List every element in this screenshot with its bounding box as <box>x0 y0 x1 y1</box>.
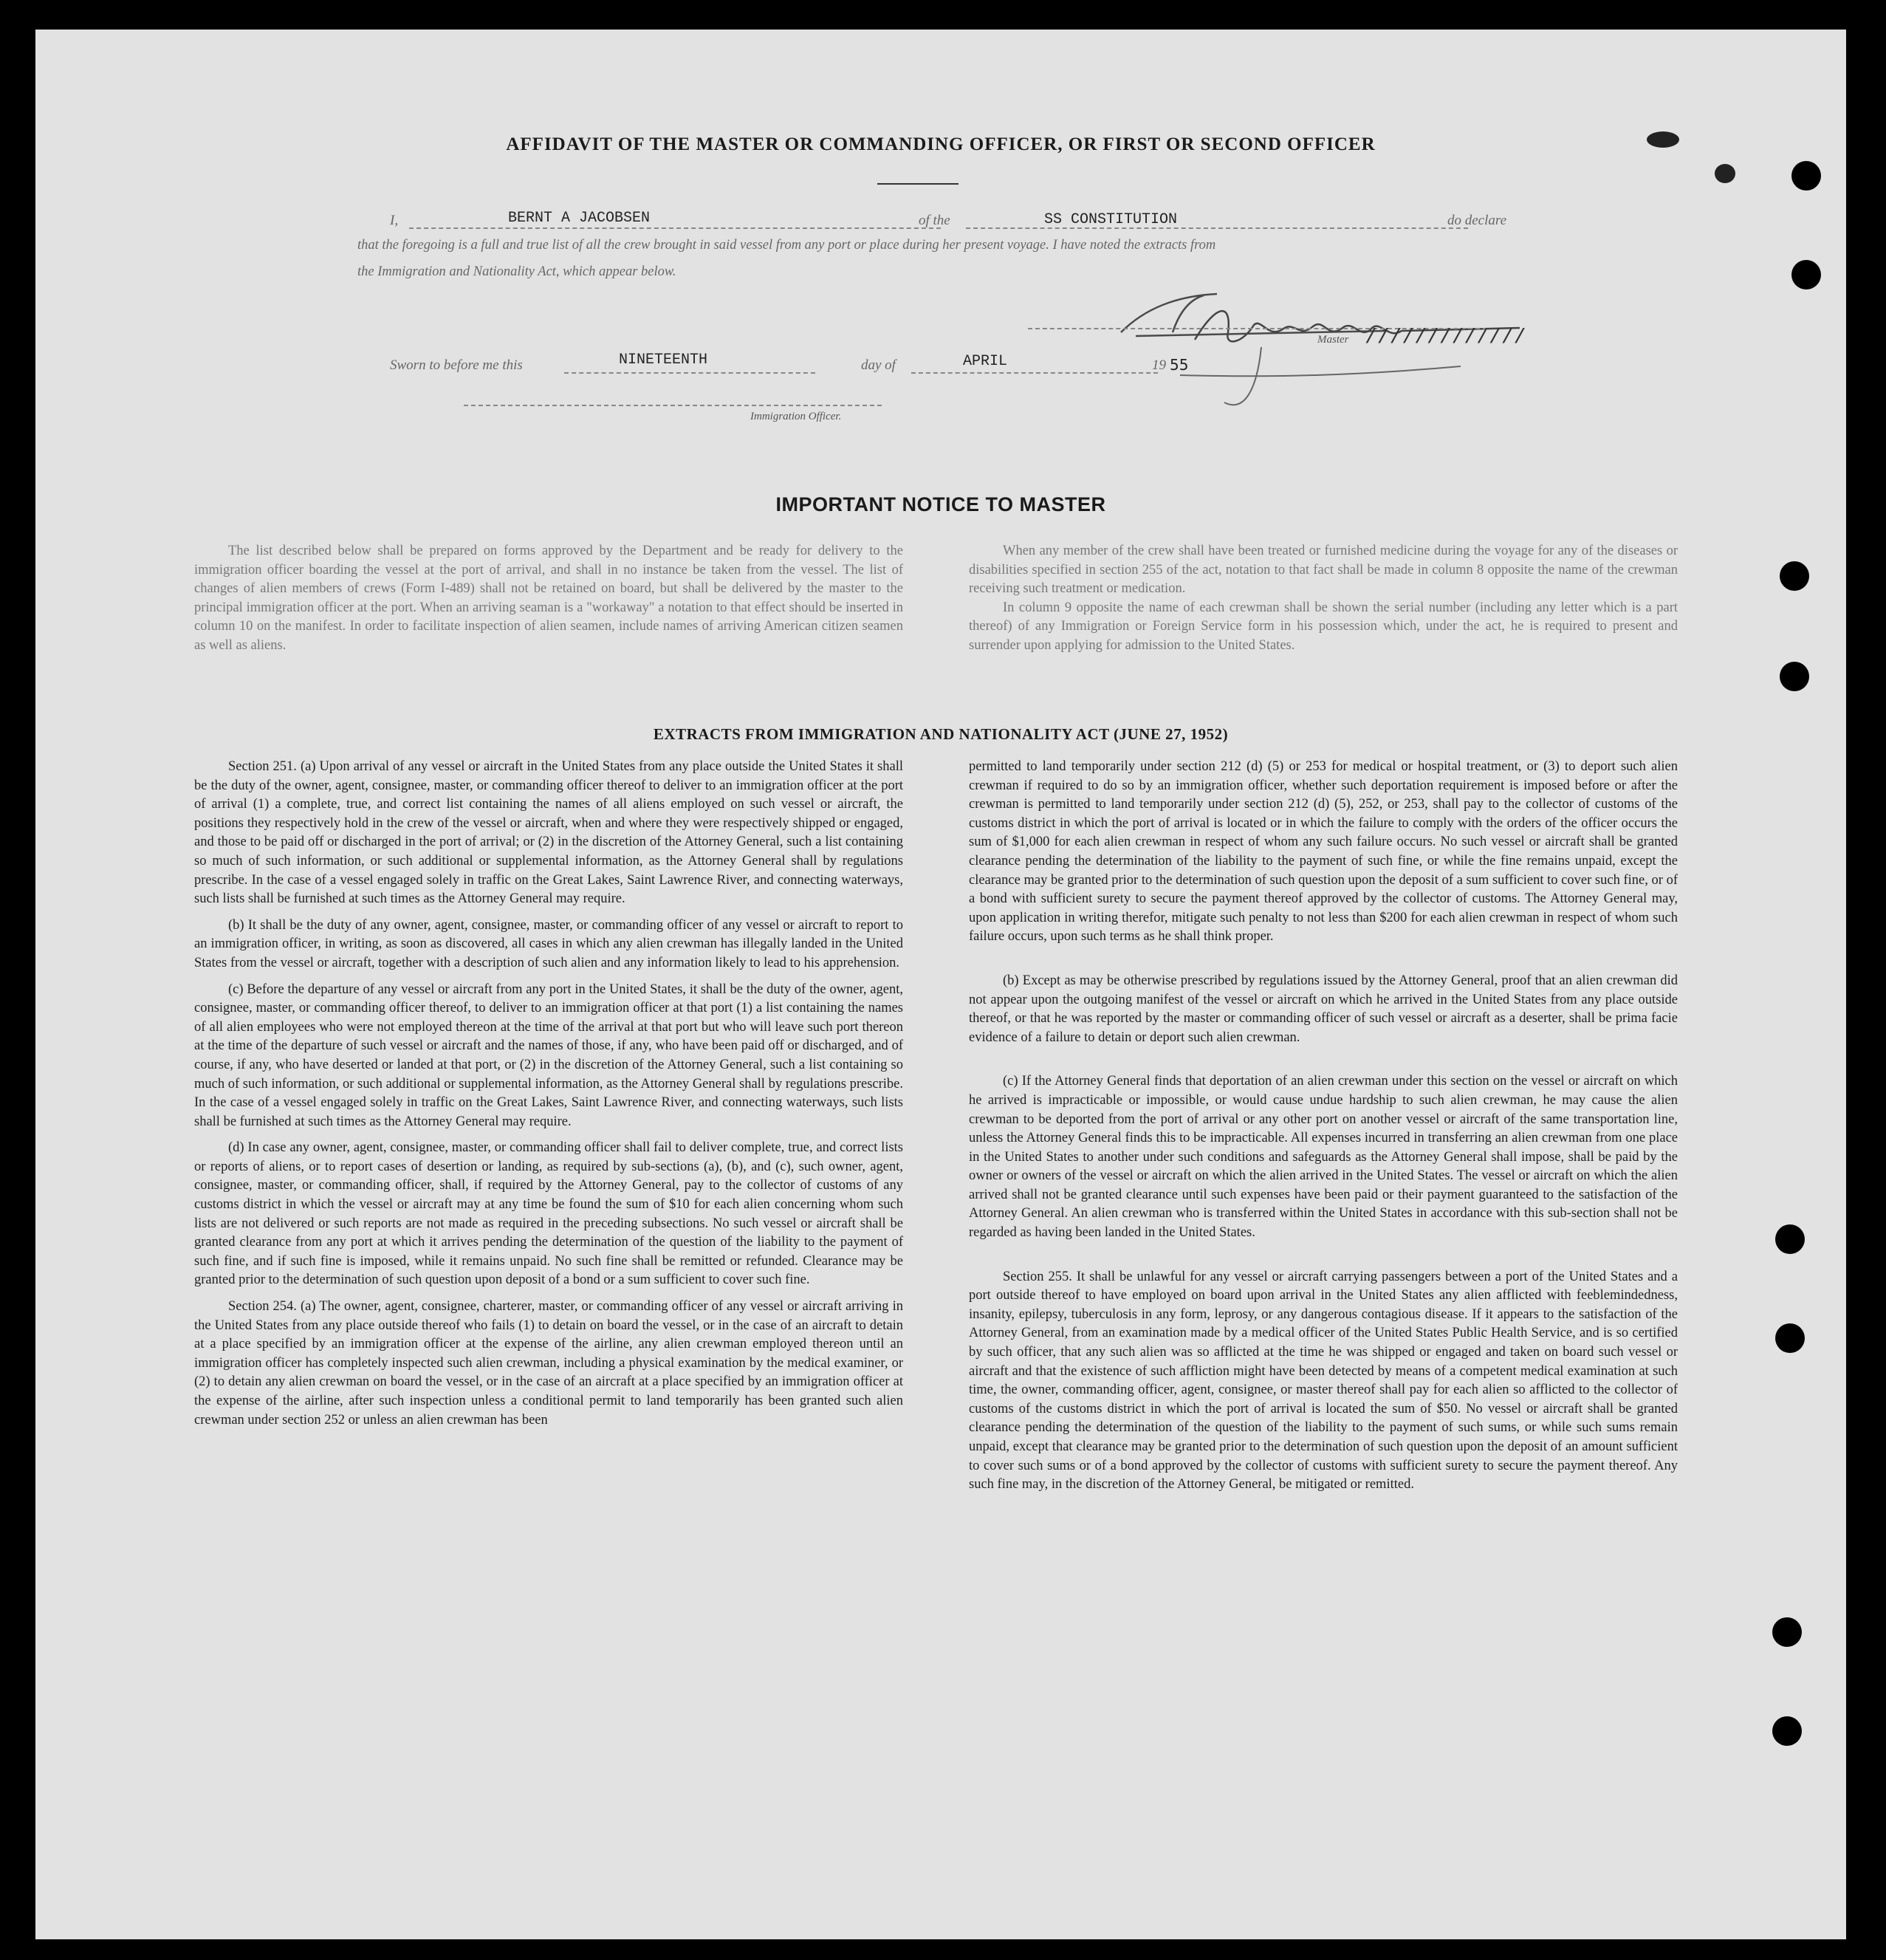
notice-right-column <box>969 542 1678 656</box>
sworn-label: Sworn to before me this <box>390 357 523 373</box>
year-prefix: 19 <box>1152 357 1166 373</box>
punch-hole <box>1772 1617 1802 1647</box>
notice-right-text-2: In column 9 opposite the name of each crewman shall be shown the serial number (including any letter which is a part thereof) of any Immigration or Foreign Service form in his possession which, under the act, he is required to present and surrender upon applying for admission to the United States. <box>969 600 1678 653</box>
declaration-i-label: I, <box>390 213 399 228</box>
extracts-title: EXTRACTS FROM IMMIGRATION AND NATIONALITY ACT (JUNE 27, 1952) <box>653 725 1229 743</box>
extracts-left-column <box>194 758 903 1430</box>
section-251-c: (c) Before the departure of any vessel or aircraft from any port in the United States, it shall be the duty of the owner, agent, consignee, master, or commanding officer thereof, to deliver to an immigration officer at that port (1) a list containing the names of all alien employees who were not employed thereon at the time of the arrival at that port but who will leave such port thereon at the time of the departure of such vessel or aircraft and the names of those, if any, who have been paid off or discharged, and of course, if any, who have deserted or landed at that port, or (2) in the discretion of the Attorney General, such a list containing so much of such information, or such additional or supplemental information, as the Attorney General shall by regulations prescribe. In the case of a vessel engaged solely in traffic on the Great Lakes, Saint Lawrence River, and connecting waterways, such lists shall be furnished at such times as the Attorney General may require. <box>194 981 903 1129</box>
notice-left-column <box>194 542 903 656</box>
declaration-line-3: the Immigration and Nationality Act, which appear below. <box>357 264 676 279</box>
section-251-a: Section 251. (a) Upon arrival of any vessel or aircraft in the United States from any place outside the United States it shall be the duty of the owner, agent, consignee, master, or commanding officer thereof to deliver to an immigration officer at the port of arrival (1) a complete, true, and correct list containing the names of all aliens employed on such vessel or aircraft, the positions they respectively hold in the crew of the vessel or aircraft, when and where they were respectively shipped or engaged, and those to be paid off or discharged in the port of arrival; or (2) in the discretion of the Attorney General, such a list containing so much of such information, or such additional or supplemental information, as the Attorney General shall by regulations prescribe. In the case of a vessel engaged solely in traffic on the Great Lakes, Saint Lawrence River, and connecting waterways, such lists shall be furnished at such times as the Attorney General may require. <box>194 759 903 907</box>
sworn-day-line <box>564 372 815 374</box>
punch-hole <box>1791 161 1821 191</box>
section-251-d: (d) In case any owner, agent, consignee, master, or commanding officer shall fail to deliver complete, true, and correct lists or reports of aliens, or to report cases of desertion or landing, as required by sub-sections (a), (b), and (c), such owner, agent, consignee, master, or commanding officer, shall, if required by the Attorney General, pay to the collector of customs of any customs district in which the vessel or aircraft may at any time be found the sum of $10 for each alien concerning whom such lists are not delivered or such reports are not made as required in the preceding subsections. No such vessel or aircraft shall be granted clearance from any port at which it arrives pending the determination of the question of the liability to the payment of such fine, and if such fine is imposed, while it remains unpaid. No such fine shall be remitted or refunded. Clearance may be granted prior to the determination of such question upon deposit of a bond or a sum sufficient to cover such fine. <box>194 1140 903 1288</box>
section-254-a-continued: permitted to land temporarily under section 212 (d) (5) or 253 for medical or hospital treatment, or (3) to deport such alien crewman if required to do so by an immigration officer, whether such deportation requirement is imposed before or after the crewman is permitted to land temporarily under section 212 (d) (5), 252, or 253, shall pay to the collector of customs of the customs district in which the port of arrival is located or in which the failure to comply with the orders of the officer occurs the sum of $1,000 for each alien crewman in respect of whom any such failure occurs. No such vessel or aircraft shall be granted clearance pending the determination of the liability to the payment of such fine, or while the fine remains unpaid, except the clearance may be granted prior to the determination of such question upon the deposit of a sum sufficient to cover such fine, or of a bond with sufficient surety to secure the payment thereof approved by the collector of customs. The Attorney General may, upon application in writing therefor, mitigate such penalty to not less than $200 for each alien crewman in respect of whom such failure occurs, upon such terms as he shall think proper. <box>969 759 1678 945</box>
section-251-b: (b) It shall be the duty of any owner, agent, consignee, master, or commanding officer of any vessel or aircraft to report to an immigration officer, in writing, as soon as discovered, all cases in which any alien crewman has illegally landed in the United States from the vessel or aircraft, together with a description of such alien and any information likely to lead to his apprehension. <box>194 917 903 970</box>
title-divider <box>877 183 959 185</box>
section-255: Section 255. It shall be unlawful for any vessel or aircraft carrying passengers between a port of the United States and a port outside thereof to have employed on board upon arrival in the United States any alien afflicted with feeblemindedness, insanity, epilepsy, tuberculosis in any form, leprosy, or any dangerous contagious disease. If it appears to the satisfaction of the Attorney General, from an examination made by a medical officer of the United States Public Health Service, and is so certified by such officer, that any such alien was so afflicted at the time he was shipped or engaged and taken on board such vessel or aircraft and that the existence of such affliction might have been detected by means of a competent medical examination at such time, the owner, commanding officer, agent, consignee, or master thereof shall pay for each alien so afflicted to the collector of customs of the customs district in which the port of arrival is located the sum of $50. No vessel or aircraft shall be granted clearance pending the determination of the question of the liability to the payment of such sums, or while such sums remain unpaid, except that clearance may be granted prior to the determination of such question upon the deposit of an amount sufficient to cover such sums or of a bond approved by the collector of customs with sufficient surety to secure the payment thereof. Any such fine may, in the discretion of the Attorney General, be mitigated or remitted. <box>969 1269 1678 1493</box>
of-the-label: of the <box>919 213 950 228</box>
vessel-name: SS CONSTITUTION <box>1044 211 1178 228</box>
ink-blot <box>1715 164 1735 183</box>
immigration-officer-label: Immigration Officer. <box>750 411 842 422</box>
declaration-line-2: that the foregoing is a full and true list of all the crew brought in said vessel from any port or place during her present voyage. I have noted the extracts from <box>357 238 1216 253</box>
punch-hole <box>1775 1224 1805 1254</box>
officer-line <box>464 405 882 406</box>
month-line <box>911 372 1158 374</box>
struck-rank-marks: ///////////// <box>1365 326 1526 349</box>
document-page <box>35 30 1846 1939</box>
master-name: BERNT A JACOBSEN <box>508 210 651 227</box>
day-of-label: day of <box>861 357 896 373</box>
section-254-b: (b) Except as may be otherwise prescribed by regulations issued by the Attorney General, proof that an alien crewman did not appear upon the outgoing manifest of the vessel or aircraft on which he arrived in the United States from any place outside thereof, or that he was reported by the master or commanding officer of such vessel or aircraft as a deserter, shall be prima facie evidence of a failure to detain or deport such alien crewman. <box>969 973 1678 1045</box>
sworn-day: NINETEENTH <box>619 352 708 369</box>
name-line <box>409 227 941 229</box>
do-declare-label: do declare <box>1447 213 1507 228</box>
section-254-c: (c) If the Attorney General finds that deportation of an alien crewman under this section on the vessel or aircraft on which he arrived is impracticable or impossible, or would cause undue hardship to such alien crewman, he may cause the alien crewman to be deported from the port of arrival or any other port on another vessel or aircraft of the same transportation line, unless the Attorney General finds this to be impracticable. All expenses incurred in transferring an alien crewman from one place in the United States to another under such conditions and safeguards as the Attorney General shall impose, shall be paid by the owner or owners of the vessel or aircraft on which the alien arrived in the United States. The vessel or aircraft on which the alien arrived shall not be granted clearance until such expenses have been paid or their payment guaranteed to the satisfaction of the Attorney General. An alien crewman who is transferred within the United States in accordance with this sub-section shall not be regarded as having been landed in the United States. <box>969 1074 1678 1241</box>
punch-hole <box>1780 561 1809 591</box>
punch-hole <box>1791 260 1821 289</box>
year-suffix: 55 <box>1170 356 1189 374</box>
sworn-month: APRIL <box>963 353 1008 370</box>
section-254-a: Section 254. (a) The owner, agent, consignee, charterer, master, or commanding officer of any vessel or aircraft arriving in the United States from any place outside thereof who fails (1) to detain on board the vessel, or in the case of an aircraft to detain at a place specified by an immigration officer at the expense of the airline, any alien crewman employed thereon until an immigration officer has completely inspected such alien crewman, including a physical examination by the medical examiner, or (2) to detain any alien crewman on board the vessel, or in the case of an aircraft at a place specified by an immigration officer at the expense of the airline, after such inspection unless a conditional permit to land temporarily has been granted such alien crewman under section 252 or unless an alien crewman has been <box>194 1299 903 1428</box>
master-label: Master <box>1317 334 1349 346</box>
extracts-right-column <box>969 758 1678 1495</box>
punch-hole <box>1772 1716 1802 1746</box>
notice-title: IMPORTANT NOTICE TO MASTER <box>775 493 1106 515</box>
punch-hole <box>1780 662 1809 691</box>
notice-right-text-1: When any member of the crew shall have been treated or furnished medicine during the voyage for any of the diseases or disabilities specified in section 255 of the act, notation to that fact shall be made in column 8 opposite the name of the crewman receiving such treatment or medication. <box>969 544 1678 597</box>
vessel-line <box>966 227 1468 229</box>
affidavit-title: AFFIDAVIT OF THE MASTER OR COMMANDING OFFICER, OR FIRST OR SECOND OFFICER <box>506 134 1376 154</box>
notice-left-text: The list described below shall be prepared on forms approved by the Department and be ready for delivery to the immigration officer boarding the vessel at the port of arrival, and shall in no instance be taken from the vessel. The list of changes of alien members of crews (Form I-489) shall not be retained on board, but shall be delivered by the master to the principal immigration officer at the port. When an arriving seaman is a "workaway" a notation to that effect should be inserted in column 10 on the manifest. In order to facilitate inspection of alien seamen, include names of arriving American citizen seamen as well as aliens. <box>194 544 903 653</box>
punch-hole <box>1775 1323 1805 1353</box>
